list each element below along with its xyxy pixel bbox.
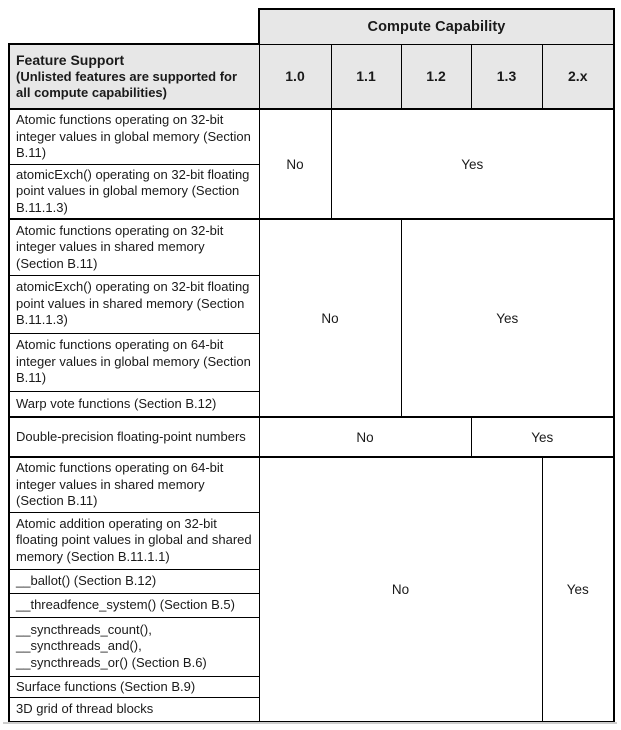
value-cell-no: No xyxy=(259,417,471,457)
feature-cell: __threadfence_system() (Section B.5) xyxy=(9,593,259,617)
feature-cell: atomicExch() operating on 32-bit floating point values in global memory (Section B.11.1.3) xyxy=(9,164,259,219)
feature-cell: Atomic functions operating on 64-bit integer values in global memory (Section B.11) xyxy=(9,333,259,391)
value-cell-yes: Yes xyxy=(401,219,614,417)
column-header-1-1: 1.1 xyxy=(331,44,401,109)
feature-cell: Warp vote functions (Section B.12) xyxy=(9,391,259,417)
feature-cell: atomicExch() operating on 32-bit floating point values in shared memory (Section B.11.1.3) xyxy=(9,275,259,333)
feature-cell: Double-precision floating-point numbers xyxy=(9,417,259,457)
feature-support-title: Feature Support xyxy=(16,52,125,68)
column-header-2-x: 2.x xyxy=(542,44,614,109)
feature-cell: Atomic addition operating on 32-bit floating point values in global and shared memory (Section B.11.1.1) xyxy=(9,512,259,569)
feature-cell: Atomic functions operating on 32-bit integer values in global memory (Section B.11) xyxy=(9,109,259,164)
value-cell-no: No xyxy=(259,457,542,722)
feature-support-table xyxy=(8,8,615,723)
compute-capability-header: Compute Capability xyxy=(259,9,614,44)
feature-support-header xyxy=(9,44,259,109)
feature-cell: __syncthreads_count(), __syncthreads_and(), __syncthreads_or() (Section B.6) xyxy=(9,617,259,676)
value-cell-no: No xyxy=(259,109,331,219)
value-cell-yes: Yes xyxy=(331,109,614,219)
column-header-1-2: 1.2 xyxy=(401,44,471,109)
feature-cell: 3D grid of thread blocks xyxy=(9,698,259,722)
feature-cell: __ballot() (Section B.12) xyxy=(9,569,259,593)
column-header-1-0: 1.0 xyxy=(259,44,331,109)
value-cell-yes: Yes xyxy=(471,417,614,457)
value-cell-no: No xyxy=(259,219,401,417)
page-bottom-divider xyxy=(3,722,617,724)
column-header-1-3: 1.3 xyxy=(471,44,542,109)
feature-support-note: (Unlisted features are supported for all compute capabilities) xyxy=(16,69,238,100)
blank-corner-cell xyxy=(9,9,259,44)
feature-cell: Atomic functions operating on 32-bit integer values in shared memory (Section B.11) xyxy=(9,219,259,275)
feature-cell: Atomic functions operating on 64-bit integer values in shared memory (Section B.11) xyxy=(9,457,259,512)
feature-cell: Surface functions (Section B.9) xyxy=(9,676,259,698)
value-cell-yes: Yes xyxy=(542,457,614,722)
